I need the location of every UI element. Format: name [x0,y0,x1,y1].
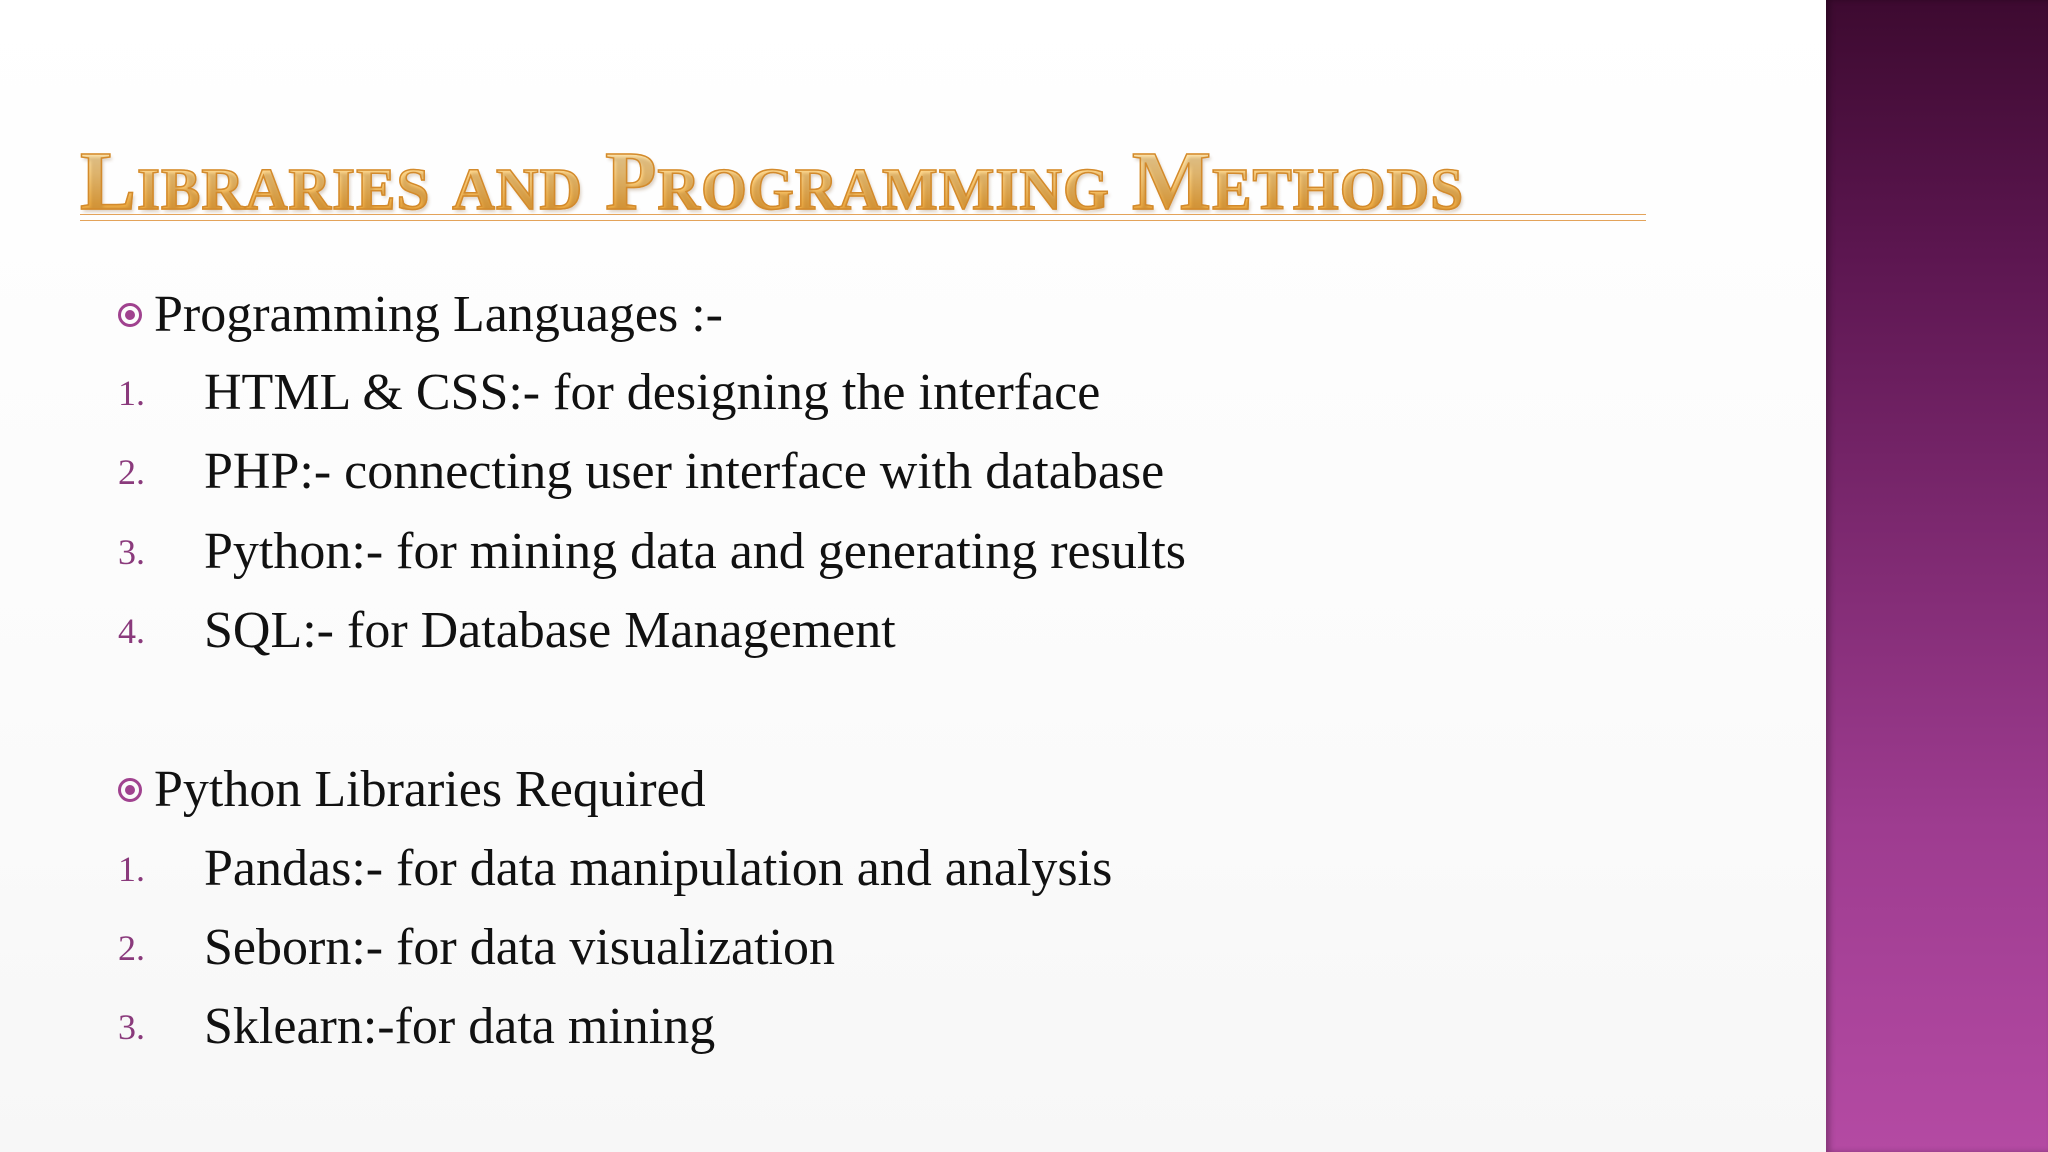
list-item-number: 3. [118,1007,145,1047]
list-item-text: Sklearn:-for data mining [204,998,716,1055]
list-item-number: 1. [118,373,145,413]
list-item-text: HTML & CSS:- for designing the interface [204,364,1101,421]
list-item-number: 4. [118,611,145,651]
section-heading-programming-languages [118,285,723,345]
title-underline [80,214,1646,221]
circle-dot-icon [118,778,142,802]
slide-title: Libraries and Programming Methods [80,135,1465,228]
list-item-text: Python:- for mining data and generating results [204,523,1187,580]
list-item-text: Seborn:- for data visualization [204,919,836,976]
list-item-text: Pandas:- for data manipulation and analysis [204,840,1113,897]
list-item-number: 2. [118,452,145,492]
section-heading-label: Programming Languages :- [154,286,723,343]
list-item-number: 2. [118,928,145,968]
list-item-text: PHP:- connecting user interface with database [204,443,1165,500]
section-heading-label: Python Libraries Required [154,761,706,818]
list-item-text: SQL:- for Database Management [204,602,896,659]
circle-dot-icon [118,303,142,327]
section-heading-python-libraries [118,760,706,820]
list-item-number: 3. [118,532,145,572]
decorative-side-bar [1826,0,2048,1152]
list-item-number: 1. [118,849,145,889]
